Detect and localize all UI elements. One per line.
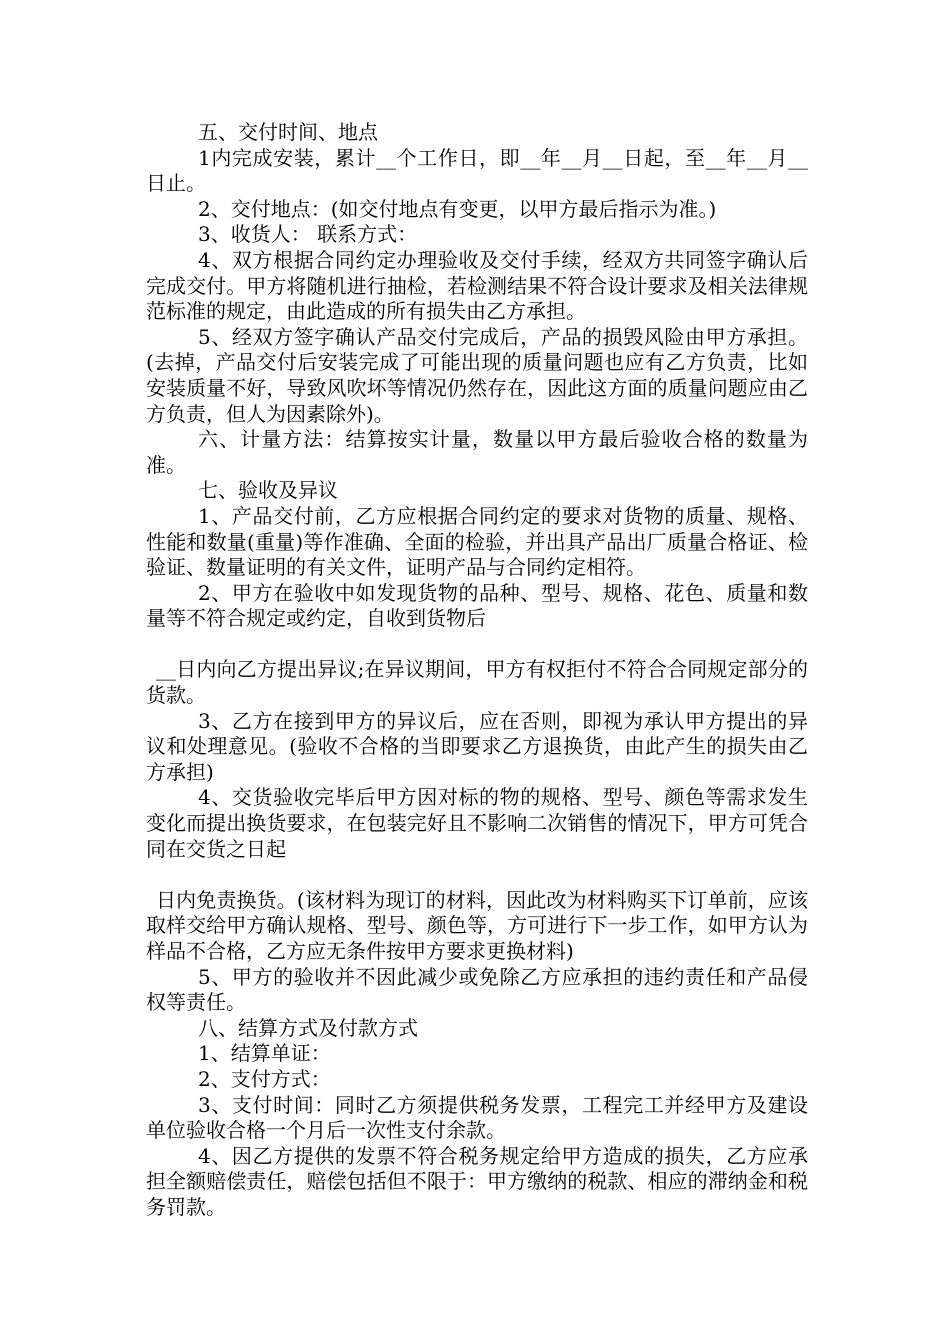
section-heading-delivery: 五、交付时间、地点 xyxy=(198,120,378,144)
section-heading-measurement: 六、计量方法：结算按实计量，数量以甲方最后验收合格的数量为准。 xyxy=(146,427,808,477)
paragraph-payment-2: 2、支付方式： xyxy=(198,1066,331,1091)
paragraph-delivery-1: 1内完成安装，累计__个工作日，即__年__月__日起，至__年__月__日止。 xyxy=(146,145,808,196)
paragraph-payment-4: 4、因乙方提供的发票不符合税务规定给甲方造成的损失，乙方应承担全额赔偿责任，赔偿包括但不限于：甲方缴纳的税款、相应的滞纳金和税务罚款。 xyxy=(146,1143,808,1219)
paragraph-acceptance-4: 4、交货验收完毕后甲方因对标的物的规格、型号、颜色等需求发生变化而提出换货要求，在包装完好且不影响二次销售的情况下，甲方可凭合同在交货之日起 xyxy=(146,785,808,861)
paragraph-acceptance-2: 2、甲方在验收中如发现货物的品种、型号、规格、花色、质量和数量等不符合规定或约定，自收到货物后 xyxy=(146,580,808,631)
paragraph-delivery-5: 5、经双方签字确认产品交付完成后，产品的损毁风险由甲方承担。(去掉，产品交付后安装完成了可能出现的质量问题也应有乙方负责，比如安装质量不好，导致风吹坏等情况仍然存在，因此这方面的质量问题应由乙方负责，但人为因素除外)。 xyxy=(146,324,808,426)
paragraph-acceptance-4-cont: 日内免责换货。(该材料为现订的材料，因此改为材料购买下订单前，应该取样交给甲方确认规格、型号、颜色等，方可进行下一步工作，如甲方认为样品不合格，乙方应无条件按甲方要求更换材料) xyxy=(146,887,808,963)
section-heading-acceptance: 七、验收及异议 xyxy=(198,478,338,503)
document-body xyxy=(146,120,808,1221)
section-heading-payment: 八、结算方式及付款方式 xyxy=(198,1015,418,1040)
paragraph-payment-1: 1、结算单证： xyxy=(198,1041,331,1066)
paragraph-acceptance-5: 5、甲方的验收并不因此减少或免除乙方应承担的违约责任和产品侵权等责任。 xyxy=(146,964,808,1015)
paragraph-delivery-2: 2、交付地点：(如交付地点有变更，以甲方最后指示为准。) xyxy=(198,196,717,221)
blank-line xyxy=(146,862,808,888)
paragraph-payment-3: 3、支付时间：同时乙方须提供税务发票，工程完工并经甲方及建设单位验收合格一个月后一次性支付余款。 xyxy=(146,1092,808,1143)
paragraph-acceptance-3: 3、乙方在接到甲方的异议后，应在否则，即视为承认甲方提出的异议和处理意见。(验收不合格的当即要求乙方退换货，由此产生的损失由乙方承担) xyxy=(146,708,808,784)
paragraph-delivery-3: 3、收货人： 联系方式： xyxy=(198,222,418,247)
paragraph-acceptance-2-cont: __日内向乙方提出异议;在异议期间，甲方有权拒付不符合合同规定部分的货款。 xyxy=(146,657,808,708)
paragraph-acceptance-1: 1、产品交付前，乙方应根据合同约定的要求对货物的质量、规格、性能和数量(重量)等作准确、全面的检验，并出具产品出厂质量合格证、检验证、数量证明的有关文件，证明产品与合同约定相符。 xyxy=(146,503,808,580)
paragraph-delivery-4: 4、双方根据合同约定办理验收及交付手续，经双方共同签字确认后完成交付。甲方将随机进行抽检，若检测结果不符合设计要求及相关法律规范标准的规定，由此造成的所有损失由乙方承担。 xyxy=(146,247,808,324)
blank-line xyxy=(146,632,808,658)
